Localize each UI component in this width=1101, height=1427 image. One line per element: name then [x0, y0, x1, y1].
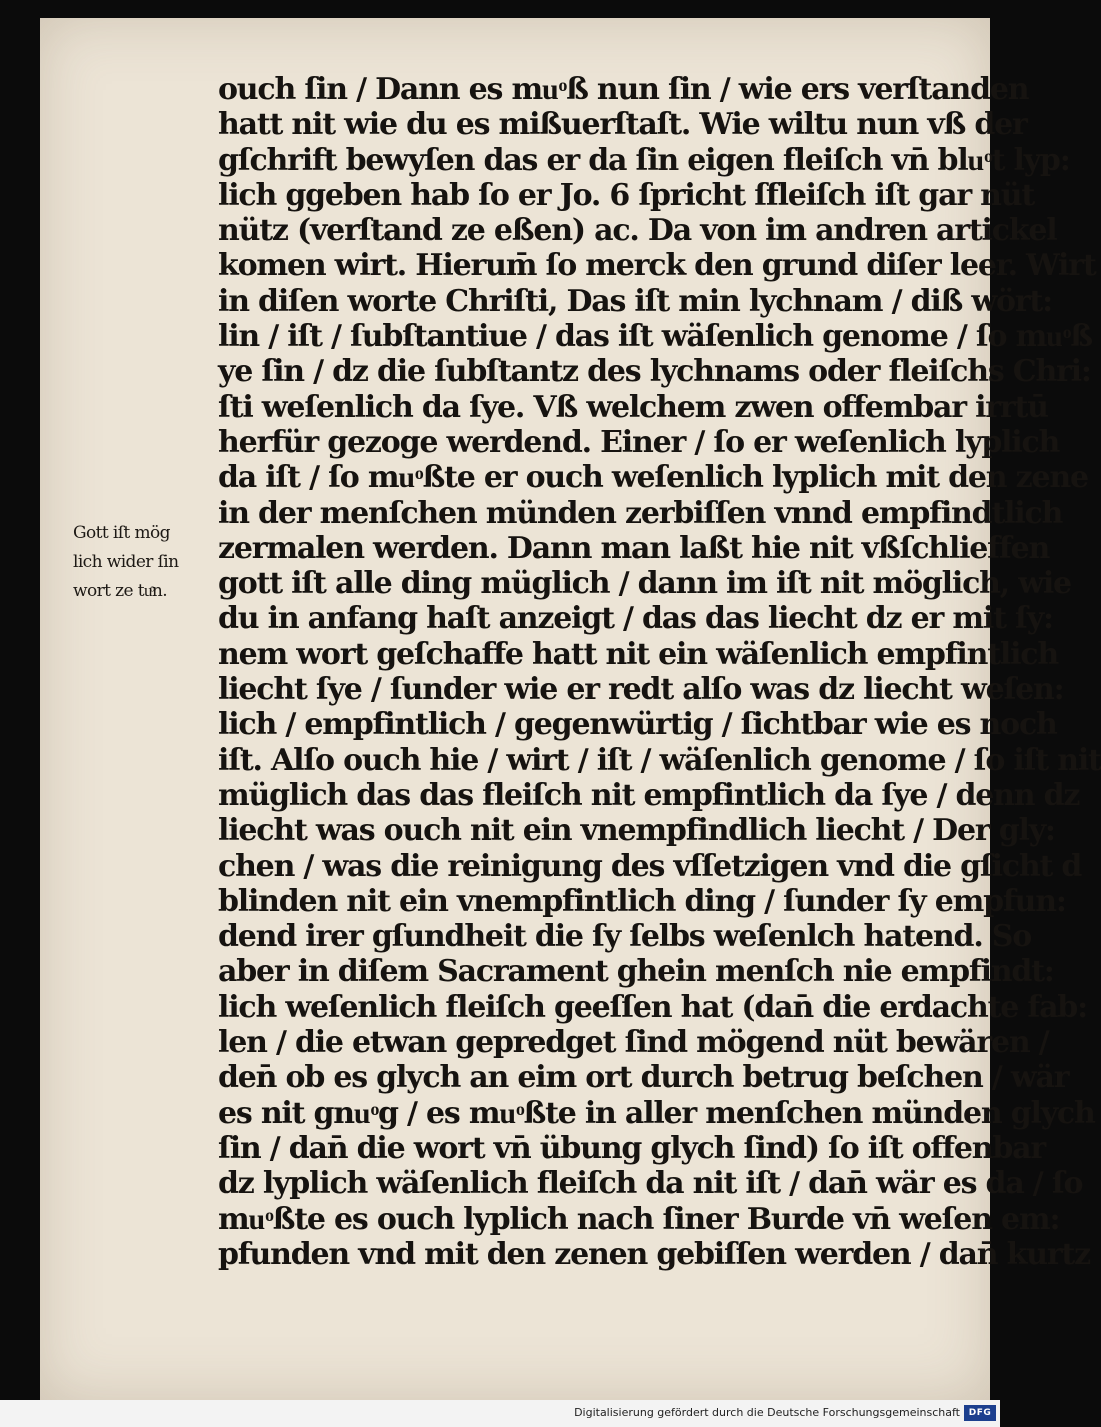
text-line: ſti weſenlich da ſye. Vß welchem zwen offembar irrtū [218, 389, 1048, 425]
text-line: lich / empfintlich / gegenwürtig / ſichtbar wie es noch [218, 707, 1057, 743]
text-line: gott iſt alle ding müglich / dann im iſt nit möglich, wie [218, 566, 1071, 602]
text-line: liecht was ouch nit ein vnempfindlich liecht / Der gly: [218, 813, 1055, 849]
text-line: du in anfang haſt anzeigt / das das liecht dz er mit ſy: [218, 601, 1053, 637]
marginal-note-line: Gott iſt mög [73, 523, 170, 543]
text-line: muͦßte es ouch lyplich nach ſiner Burde vn̄ weſen em: [218, 1201, 1060, 1237]
text-line: in der menſchen münden zerbiſſen vnnd empfindtlich [218, 495, 1063, 531]
text-line: gſchrift bewyſen das er da ſin eigen fleiſch vn̄ bluͦt lyp: [218, 142, 1070, 178]
text-line: komen wirt. Hierum̄ ſo merck den grund diſer leer. Wirt [218, 248, 1096, 284]
marginal-note [73, 519, 215, 606]
text-line: da iſt / ſo muͦßte er ouch weſenlich lyplich mit den zene [218, 460, 1088, 496]
text-line: chen / was die reinigung des vſſetzigen vnd die gſicht d [218, 848, 1082, 884]
text-line: iſt. Alſo ouch hie / wirt / iſt / wäſenlich genome / ſo iſt nit [218, 742, 1101, 778]
dfg-logo: DFG [964, 1405, 996, 1421]
text-line: herfür gezoge werdend. Einer / ſo er weſenlich lyplich [218, 424, 1060, 460]
text-line: lin / iſt / ſubſtantiue / das iſt wäſenlich genome / ſo muͦß [218, 319, 1092, 355]
text-line: nütz (verſtand ze eßen) ac. Da von im andren artickel [218, 213, 1057, 249]
text-line: den̄ ob es glych an eim ort durch betrug beſchen / wär [218, 1060, 1069, 1096]
text-line: lich ggeben hab ſo er Jo. 6 ſpricht ſfleiſch iſt gar nüt [218, 177, 1035, 213]
text-line: nem wort geſchaffe hatt nit ein wäſenlich empfintlich [218, 636, 1058, 672]
text-line: es nit gnuͦg / es muͦßte in aller menſchen münden glych [218, 1095, 1095, 1131]
text-line: in diſen worte Chriſti, Das iſt min lychnam / diß wört: [218, 283, 1052, 319]
text-line: ſin / dan̄ die wort vn̄ übung glych ſind) ſo iſt offenbar [218, 1130, 1045, 1166]
text-line: pfunden vnd mit den zenen gebiſſen werden / dan̄ kurtz [218, 1236, 1090, 1272]
footer-credit: Digitalisierung gefördert durch die Deutsche Forschungsgemeinschaft [574, 1406, 960, 1419]
text-line: zermalen werden. Dann man laßt hie nit vßſchlieffen [218, 530, 1050, 566]
marginal-note-line: lich wider ſin [73, 552, 179, 572]
text-line: liecht ſye / ſunder wie er redt alſo was dz liecht weſen: [218, 672, 1064, 708]
text-line: ouch ſin / Dann es muͦß nun ſin / wie ers verſtanden [218, 72, 1029, 107]
text-line: müglich das das fleiſch nit empfintlich da ſye / denn dz [218, 777, 1080, 813]
text-line: lich weſenlich fleiſch geeſſen hat (dan̄ die erdachte fab: [218, 989, 1087, 1025]
footer-bar [0, 1400, 1000, 1427]
text-line: blinden nit ein vnempfintlich ding / ſunder ſy empfun: [218, 883, 1066, 919]
text-line: hatt nit wie du es mißuerſtaſt. Wie wiltu nun vß der [218, 107, 1027, 143]
marginal-note-line: wort ze tuͦn. [73, 581, 168, 601]
text-line: len / die etwan gepredget ſind mögend nüt bewären / [218, 1025, 1049, 1061]
text-line: aber in diſem Sacrament ghein menſch nie empfindt: [218, 954, 1054, 990]
text-line: dz lyplich wäſenlich fleiſch da nit iſt / dan̄ wär es da / ſo [218, 1166, 1083, 1202]
text-line: ye ſin / dz die ſubſtantz des lychnams oder fleiſchs Chri: [218, 354, 1091, 390]
text-line: dend irer gſundheit die ſy ſelbs weſenlch hatend. So [218, 919, 1032, 955]
main-text-block [218, 72, 1101, 1272]
